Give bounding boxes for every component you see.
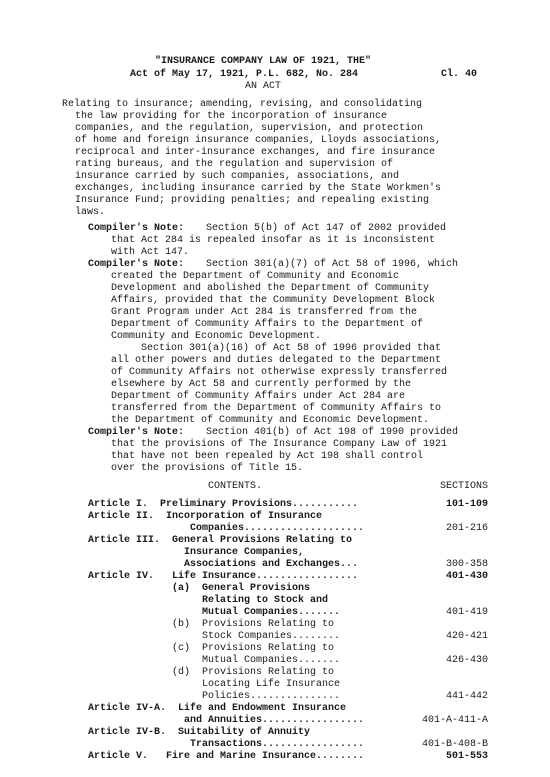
toc-entry: Mutual Companies....... [88, 607, 341, 618]
toc-entry: Policies............... [88, 691, 341, 702]
toc-entry: (b) Provisions Relating to [88, 619, 335, 630]
toc-sections: 401-B-408-B [421, 739, 488, 750]
note-line: all other powers and duties delegated to the Department [111, 355, 442, 366]
toc-row [88, 668, 488, 678]
note-line: Community and Economic Development. [111, 331, 322, 342]
note-line: Section 301(a)(7) of Act 58 of 1996, which [206, 259, 459, 270]
toc-row [88, 656, 488, 666]
toc-entry: (d) Provisions Relating to [88, 667, 335, 678]
preamble-line: companies, and the regulation, supervision, and protection [75, 123, 424, 134]
toc-entry: Article IV. Life Insurance................. [88, 571, 359, 582]
toc-entry: Insurance Companies, [88, 547, 305, 558]
toc-entry: (c) Provisions Relating to [88, 643, 335, 654]
toc-entry: Mutual Companies....... [88, 655, 341, 666]
note-line: Section 5(b) of Act 147 of 2002 provided [206, 223, 447, 234]
note-line: transferred from the Department of Community Affairs to [111, 403, 442, 414]
note-line: Development and abolished the Department of Community [111, 283, 430, 294]
compiler-note-label: Compiler's Note: [88, 223, 185, 234]
note-line: Affairs, provided that the Community Development Block [111, 295, 436, 306]
compiler-note-label: Compiler's Note: [88, 259, 185, 270]
toc-entry: Stock Companies........ [88, 631, 341, 642]
note-line: that the provisions of The Insurance Company Law of 1921 [111, 439, 448, 450]
toc-entry: Locating Life Insurance [88, 679, 341, 690]
toc-sections: 300-358 [445, 559, 488, 570]
compiler-note-label: Compiler's Note: [88, 427, 185, 438]
toc-sections: 401-A-411-A [421, 715, 488, 726]
note-line: with Act 147. [111, 247, 190, 258]
note-line: the Department of Community and Economic Development. [111, 415, 430, 426]
toc-entry: Article III. General Provisions Relating to [88, 535, 353, 546]
toc-row [88, 692, 488, 702]
preamble-line: the law providing for the incorporation of insurance [75, 111, 388, 122]
toc-sections: 101-109 [445, 499, 488, 510]
toc-row [88, 680, 488, 690]
toc-entry: Article IV-B. Suitability of Annuity [88, 727, 311, 738]
toc-entry: Transactions................. [88, 739, 365, 750]
toc-row [88, 596, 488, 606]
toc-entry: Article IV-A. Life and Endowment Insurance [88, 703, 347, 714]
toc-sections: 501-553 [445, 751, 488, 762]
toc-entry: Article V. Fire and Marine Insurance........ [88, 751, 365, 762]
note-line: Grant Program under Act 284 is transferred from the [111, 307, 418, 318]
toc-row [88, 728, 488, 738]
note-line: that have not been repealed by Act 198 shall control [111, 451, 424, 462]
toc-entry: (a) General Provisions [88, 583, 311, 594]
toc-sections: 201-216 [445, 523, 488, 534]
toc-row [88, 608, 488, 618]
preamble-line: of home and foreign insurance companies, Lloyds associations, [75, 135, 442, 146]
toc-row [88, 632, 488, 642]
act-citation: Act of May 17, 1921, P.L. 682, No. 284 [130, 69, 359, 80]
preamble-line: Relating to insurance; amending, revising, and consolidating [62, 99, 423, 110]
preamble-line: rating bureaus, and the regulation and supervision of [75, 159, 394, 170]
note-line: elsewhere by Act 58 and currently performed by the [111, 379, 412, 390]
toc-sections: 401-430 [445, 571, 488, 582]
class-number: Cl. 40 [441, 69, 478, 80]
toc-sections: 426-430 [445, 655, 488, 666]
toc-entry: Associations and Exchanges... [88, 559, 359, 570]
toc-row [88, 500, 488, 510]
preamble-line: Insurance Fund; providing penalties; and repealing existing [75, 195, 430, 206]
toc-row [88, 524, 488, 534]
preamble-line: laws. [75, 207, 106, 218]
toc-sections: 441-442 [445, 691, 488, 702]
toc-entry: Article II. Incorporation of Insurance [88, 511, 323, 522]
toc-entry: Companies.................... [88, 523, 365, 534]
note-line: Department of Community Affairs under Act 284 are [111, 391, 406, 402]
an-act-heading: AN ACT [245, 81, 282, 92]
note-line: Section 401(b) of Act 198 of 1990 provided [206, 427, 459, 438]
toc-row [88, 560, 488, 570]
toc-row [88, 572, 488, 582]
toc-row [88, 704, 488, 714]
toc-row [88, 512, 488, 522]
sections-heading: SECTIONS [440, 481, 489, 492]
toc-entry: Article I. Preliminary Provisions........... [88, 499, 359, 510]
toc-entry: Relating to Stock and [88, 595, 329, 606]
toc-row [88, 620, 488, 630]
document-title: "INSURANCE COMPANY LAW OF 1921, THE" [155, 56, 372, 67]
contents-heading: CONTENTS. [208, 481, 263, 492]
toc-row [88, 752, 488, 762]
note-line: Department of Community Affairs to the Department of [111, 319, 424, 330]
preamble-line: insurance carried by such companies, associations, and [75, 171, 400, 182]
toc-row [88, 644, 488, 654]
toc-row [88, 536, 488, 546]
toc-sections: 420-421 [445, 631, 488, 642]
note-line: that Act 284 is repealed insofar as it is inconsistent [111, 235, 436, 246]
toc-row [88, 716, 488, 726]
toc-row [88, 584, 488, 594]
toc-row [88, 548, 488, 558]
note-line: over the provisions of Title 15. [111, 463, 304, 474]
note-line: Section 301(a)(16) of Act 58 of 1996 provided that [141, 343, 442, 354]
toc-entry: and Annuities................. [88, 715, 365, 726]
toc-sections: 401-419 [445, 607, 488, 618]
note-line: created the Department of Community and Economic [111, 271, 400, 282]
preamble-line: reciprocal and inter-insurance exchanges, and fire insurance [75, 147, 436, 158]
preamble-line: exchanges, including insurance carried by the State Workmen's [75, 183, 442, 194]
note-line: of Community Affairs not otherwise expressly transferred [111, 367, 448, 378]
toc-row [88, 740, 488, 750]
